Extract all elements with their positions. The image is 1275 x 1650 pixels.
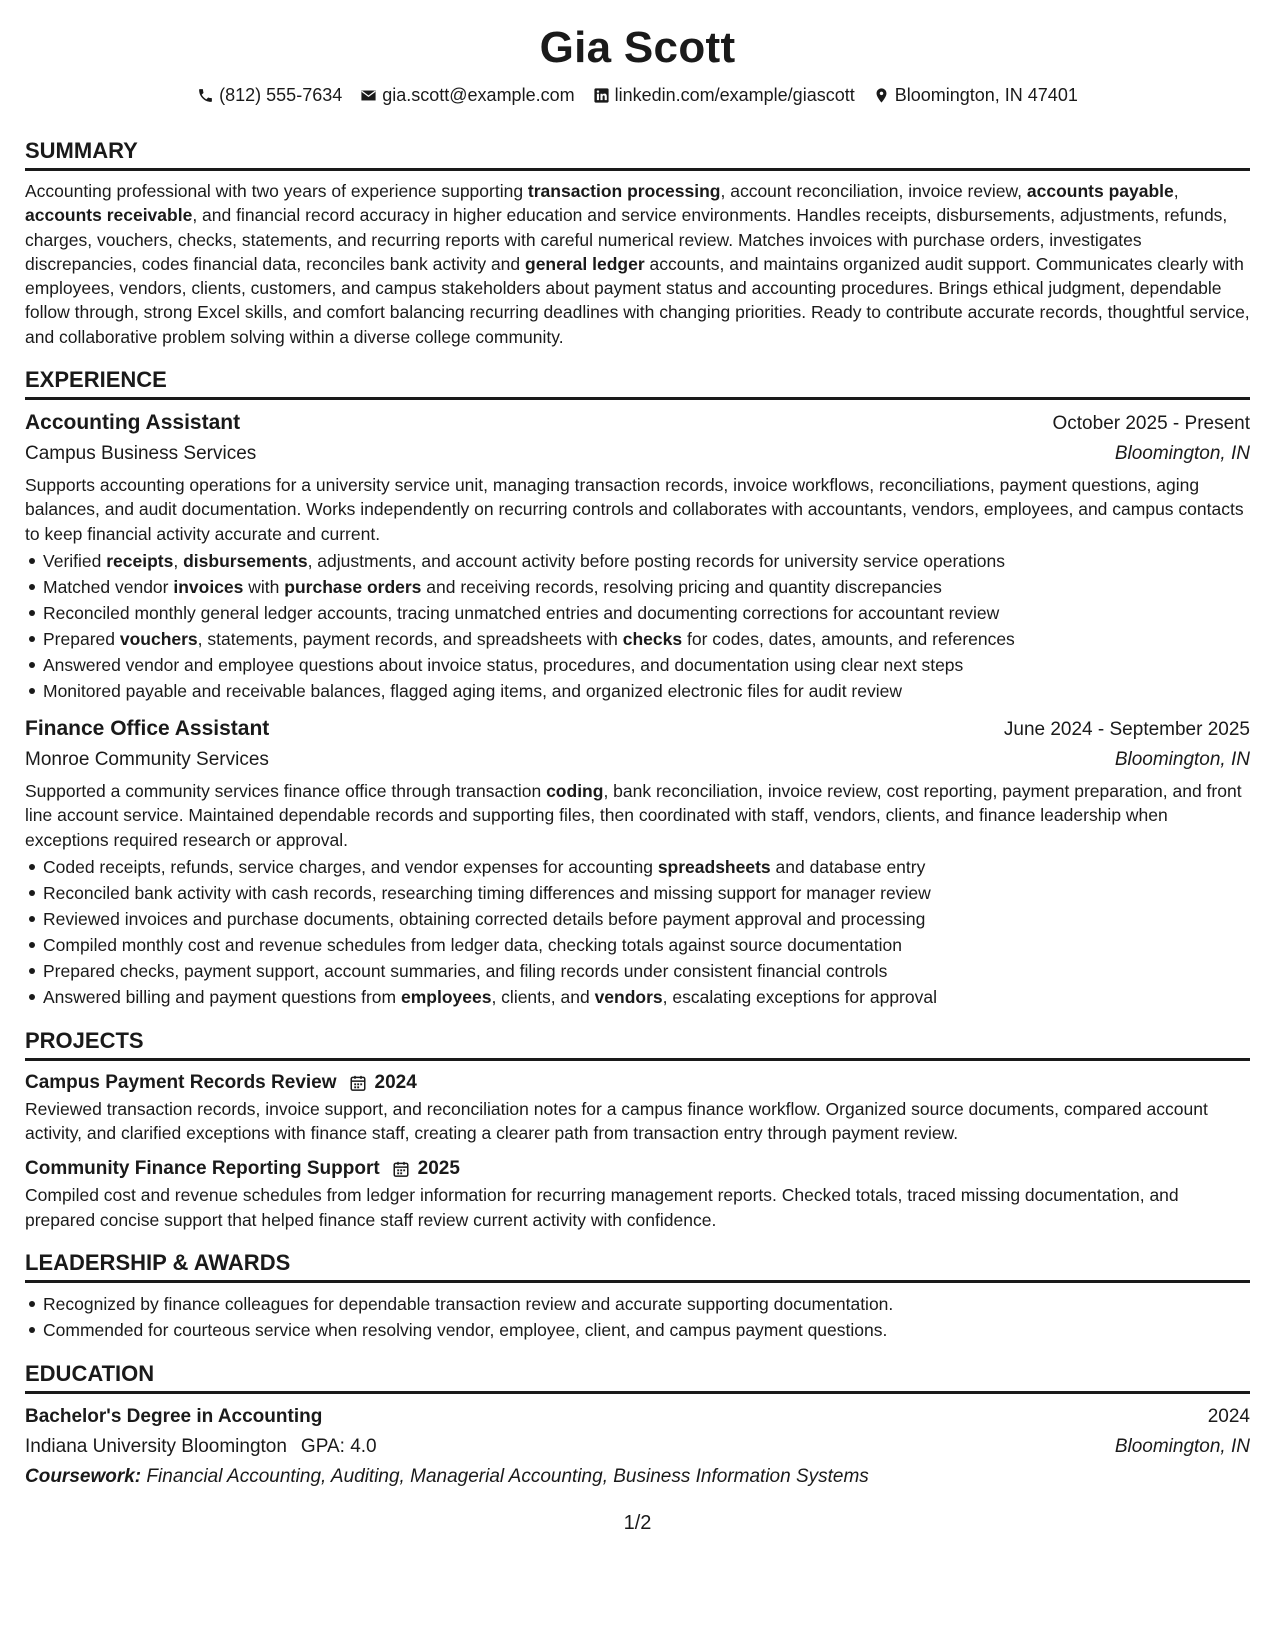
- section-divider: [25, 168, 1250, 171]
- experience-section: [25, 365, 1250, 1010]
- leadership-heading: LEADERSHIP & AWARDS: [25, 1250, 291, 1276]
- summary-section: [25, 136, 1250, 349]
- linkedin-icon: [593, 87, 610, 104]
- text-run: ,: [1173, 181, 1179, 201]
- text-run: , account reconciliation, invoice review,: [720, 181, 1027, 201]
- leadership-list: [25, 1291, 1250, 1343]
- school-location: Bloomington, IN: [1114, 1436, 1250, 1458]
- list-item: [43, 548, 1250, 574]
- coursework: [25, 1462, 1250, 1492]
- bold-keyword: spreadsheets: [657, 856, 771, 877]
- projects-heading: PROJECTS: [25, 1027, 144, 1053]
- list-item: [43, 958, 1250, 984]
- job-dates: October 2025 - Present: [1052, 413, 1250, 435]
- project-name: Community Finance Reporting Support: [25, 1158, 380, 1180]
- bold-keyword: disbursements: [183, 550, 308, 571]
- bold-keyword: vendors: [594, 986, 663, 1007]
- text-run: Verified: [43, 550, 107, 571]
- project-entry: [25, 1155, 1250, 1232]
- job-location: Bloomington, IN: [1114, 748, 1250, 770]
- text-run: Answered billing and payment questions from: [43, 986, 401, 1007]
- project-description: Compiled cost and revenue schedules from ledger information for recurring management reports. Checked totals, traced missing documentation, and prepared concise support that helped finance staff review current activity with confidence.: [25, 1185, 1179, 1230]
- contact-email[interactable]: [360, 85, 574, 106]
- section-divider: [25, 1280, 1250, 1283]
- text-run: Matched vendor: [43, 576, 174, 597]
- section-divider: [25, 397, 1250, 400]
- contact-bar: [25, 82, 1250, 108]
- text-run: , escalating exceptions for approval: [662, 986, 937, 1007]
- job-description: [25, 473, 1250, 546]
- section-divider: [25, 1058, 1250, 1061]
- resume-page: [25, 20, 1250, 1492]
- bold-keyword: accounts payable: [1026, 181, 1174, 201]
- projects-section: [25, 1026, 1250, 1232]
- text-run: , statements, payment records, and spreadsheets with: [197, 628, 623, 649]
- contact-linkedin[interactable]: [593, 85, 855, 106]
- text-run: Accounting professional with two years of experience supporting: [25, 181, 528, 201]
- job-location: Bloomington, IN: [1114, 443, 1250, 465]
- list-item: [43, 678, 1250, 704]
- text-run: Supported a community services finance office through transaction: [25, 780, 547, 801]
- email-text: gia.scott@example.com: [382, 84, 575, 105]
- project-year: 2025: [417, 1158, 460, 1180]
- text-run: Reconciled monthly general ledger accounts, tracing unmatched entries and documenting corrections for accountant review: [43, 602, 1000, 623]
- text-run: and receiving records, resolving pricing and quantity discrepancies: [421, 576, 942, 597]
- calendar-icon: [392, 1160, 410, 1178]
- location-text: Bloomington, IN 47401: [894, 84, 1078, 105]
- bold-keyword: checks: [622, 628, 683, 649]
- text-run: accounts, and maintains organized audit support. Communicates clearly with employees, vendors, clients, customers, and campus stakeholders about payment status and accounting procedures. Brings ethical judgment, dependable follow through, strong Excel skills, and comfort balancing recurring deadlines with changing priorities. Ready to contribute accurate records, thoughtful service, and collaborative problem solving within a diverse college community.: [25, 253, 1250, 347]
- text-run: , adjustments, and account activity before posting records for university service operations: [307, 550, 1006, 571]
- degree-year: 2024: [1207, 1406, 1250, 1428]
- leadership-section: [25, 1248, 1250, 1343]
- education-heading: EDUCATION: [25, 1361, 155, 1387]
- text-run: Reconciled bank activity with cash records, researching timing differences and missing support for manager review: [43, 882, 931, 903]
- contact-location: [873, 85, 1078, 106]
- project-entry: [25, 1069, 1250, 1146]
- text-run: Compiled monthly cost and revenue schedules from ledger data, checking totals against source documentation: [43, 934, 902, 955]
- list-item: [43, 652, 1250, 678]
- school-name: Indiana University Bloomington: [25, 1436, 287, 1458]
- job-entry: [25, 408, 1250, 704]
- list-item: [43, 626, 1250, 652]
- calendar-icon: [349, 1074, 367, 1092]
- list-item: [43, 906, 1250, 932]
- gpa: GPA: 4.0: [300, 1436, 377, 1458]
- list-item: Recognized by finance colleagues for dependable transaction review and accurate supporting documentation.: [43, 1291, 1250, 1317]
- text-run: Prepared checks, payment support, account summaries, and filing records under consistent financial controls: [43, 960, 888, 981]
- bold-keyword: accounts receivable: [25, 205, 193, 226]
- text-run: Answered vendor and employee questions about invoice status, procedures, and documentation using clear next steps: [43, 654, 964, 675]
- bold-keyword: general ledger: [525, 253, 645, 274]
- job-company: Campus Business Services: [25, 443, 257, 465]
- phone-text: (812) 555-7634: [219, 84, 343, 105]
- bold-keyword: transaction processing: [527, 181, 721, 201]
- degree-title: Bachelor's Degree in Accounting: [25, 1406, 323, 1428]
- text-run: Reviewed invoices and purchase documents, obtaining corrected details before payment approval and processing: [43, 908, 926, 929]
- bold-keyword: vouchers: [119, 628, 198, 649]
- text-run: Prepared: [43, 628, 120, 649]
- bold-keyword: coding: [546, 780, 604, 801]
- list-item: [43, 932, 1250, 958]
- job-title: Accounting Assistant: [25, 411, 241, 435]
- page-number: 1/2: [623, 1512, 652, 1534]
- bold-keyword: receipts: [106, 550, 174, 571]
- list-item: [43, 854, 1250, 880]
- phone-icon: [197, 87, 214, 104]
- text-run: with: [243, 576, 285, 597]
- job-entry: [25, 714, 1250, 1010]
- text-run: , clients, and: [491, 986, 595, 1007]
- project-year: 2024: [374, 1071, 417, 1093]
- summary-text: [25, 179, 1250, 349]
- contact-phone[interactable]: [197, 85, 342, 106]
- project-name: Campus Payment Records Review: [25, 1071, 337, 1093]
- map-pin-icon: [873, 87, 890, 104]
- bold-keyword: purchase orders: [284, 576, 422, 597]
- summary-heading: SUMMARY: [25, 138, 138, 163]
- job-company: Monroe Community Services: [25, 748, 269, 770]
- job-description: [25, 779, 1250, 852]
- linkedin-text: linkedin.com/example/giascott: [614, 84, 855, 105]
- text-run: Supports accounting operations for a university service unit, managing transaction records, invoice workflows, reconciliations, payment questions, aging balances, and audit documentation. Works independently on recurring controls and collaborates with accountants, vendors, employees, and campus contacts to keep financial activity accurate and current.: [25, 475, 1244, 544]
- experience-heading: EXPERIENCE: [25, 367, 167, 393]
- job-bullets: [25, 854, 1250, 1010]
- text-run: , and financial record accuracy in higher education and service environments. Handles receipts, disbursements, adjustments, refunds, charges, vouchers, checks, statements, and recurring reports with careful numerical review. Matches invoices with purchase orders, investigates discrepancies, codes financial data, reconciles bank activity and: [25, 205, 1228, 274]
- text-run: , bank reconciliation, invoice review, cost reporting, payment preparation, and front line account service. Maintained dependable records and supporting files, then coordinated with staff, vendors, clients, and finance leadership when exceptions required research or approval.: [25, 780, 1242, 850]
- list-item: [43, 984, 1250, 1010]
- coursework-label: Coursework:: [25, 1466, 142, 1488]
- text-run: Monitored payable and receivable balances, flagged aging items, and organized electronic files for audit review: [43, 680, 902, 701]
- text-run: and database entry: [770, 856, 926, 877]
- education-section: [25, 1359, 1250, 1492]
- project-description: Reviewed transaction records, invoice support, and reconciliation notes for a campus finance workflow. Organized source documents, compared account activity, and clarified exceptions with finance staff, creating a clearer path from transaction entry through payment review.: [25, 1098, 1208, 1144]
- list-item: [43, 600, 1250, 626]
- text-run: ,: [173, 550, 184, 571]
- text-run: for codes, dates, amounts, and references: [682, 628, 1015, 649]
- section-divider: [25, 1391, 1250, 1394]
- job-bullets: [25, 548, 1250, 704]
- text-run: Coded receipts, refunds, service charges, and vendor expenses for accounting: [43, 856, 658, 877]
- envelope-icon: [360, 87, 377, 104]
- bold-keyword: employees: [400, 986, 492, 1007]
- list-item: Commended for courteous service when resolving vendor, employee, client, and campus payment questions.: [43, 1317, 1250, 1343]
- candidate-name: Gia Scott: [539, 23, 736, 72]
- coursework-list: Financial Accounting, Auditing, Managerial Accounting, Business Information Systems: [146, 1466, 869, 1488]
- bold-keyword: invoices: [173, 576, 244, 597]
- list-item: [43, 574, 1250, 600]
- list-item: [43, 880, 1250, 906]
- job-dates: June 2024 - September 2025: [1003, 718, 1250, 740]
- job-title: Finance Office Assistant: [25, 716, 270, 740]
